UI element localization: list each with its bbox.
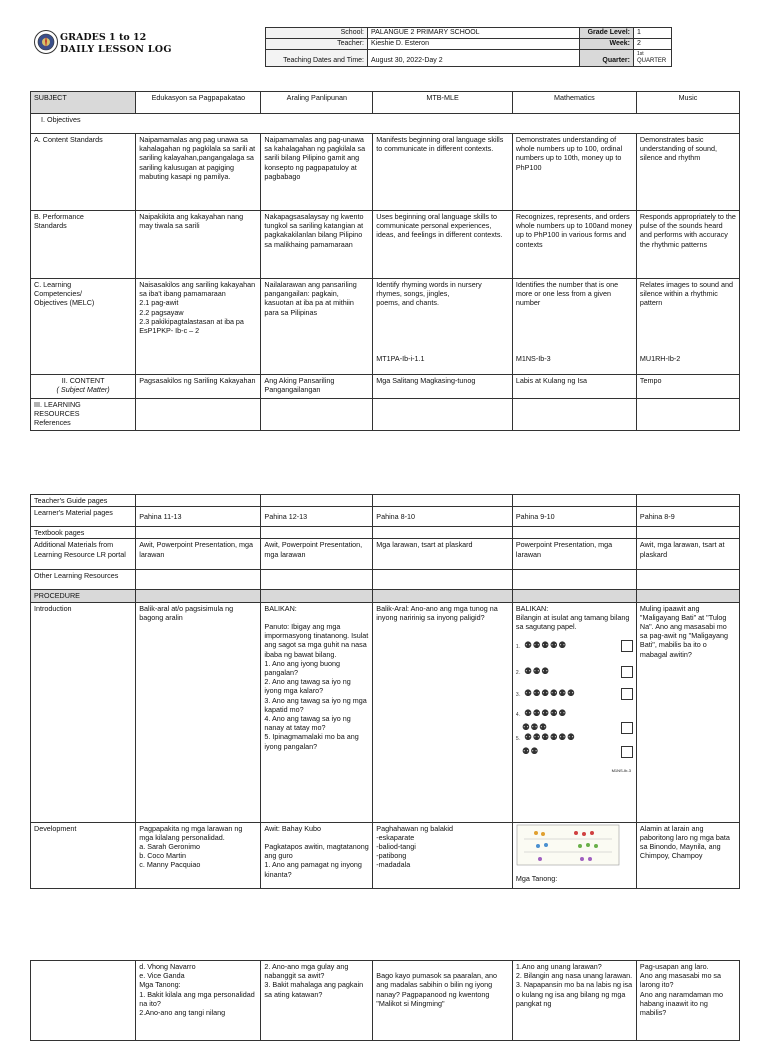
cell-cs-math: Demonstrates understanding of whole numbers up to 100, ordinal numbers up to 10th, money up to PhP100: [512, 134, 636, 211]
count-row-1: 1. ⚉⚉⚉⚉⚉: [516, 639, 633, 651]
cell-cs-esp: Naipamamalas ang pag unawa sa kahalagahan ng pagkilala sa sarili at sariling kalayahan,pangangalaga sa sariling kalusugan at pagiging mabuting kasapi ng pamilya.: [136, 134, 261, 211]
cell-proc-mtb: [373, 590, 513, 602]
school-label: School:: [266, 28, 368, 39]
cell-cont-ap: 2. Ano-ano mga gulay ang nabanggit sa awit? 3. Bakit mahalaga ang pagkain sa ating katawan?: [261, 961, 373, 1041]
teacher-label: Teacher:: [266, 39, 368, 50]
teacher-value: Kieshie D. Esteron: [368, 39, 580, 50]
cell-intro-math: [512, 602, 636, 822]
count-row-num: 5.: [515, 736, 522, 743]
deped-seal-icon: [34, 30, 58, 54]
row-label-content: [31, 375, 136, 399]
grade-level-value: 1: [634, 28, 672, 39]
count-row-num: 1.: [515, 644, 522, 651]
row-label-procedure: PROCEDURE: [31, 590, 136, 602]
col-header-subject: SUBJECT: [31, 92, 136, 114]
cell-tg-math: [512, 495, 636, 507]
quarter-label: Quarter:: [580, 50, 634, 67]
row-label-learners-material: Learner's Material pages: [31, 507, 136, 527]
counting-figure: [516, 639, 633, 773]
row-label-development: Development: [31, 822, 136, 888]
count-row-3: 3. ⚉⚉⚉⚉⚉⚉: [516, 687, 633, 699]
cell-cont-math: 1.Ano ang unang larawan? 2. Bilangin ang nasa unang larawan. 3. Napapansin mo ba na labis ng isa o kulang ng isa ang bilang ng mga pangkat ng: [512, 961, 636, 1041]
col-header-ap: Araling Panlipunan: [261, 92, 373, 114]
cell-content-music: Tempo: [636, 375, 739, 399]
cell-cs-ap: Naipamamalas ang pag-unawa sa kahalagahan ng pagkilala sa sarili bilang Pilipino gamit ang konsepto ng pagpapatuloy at pagbabago: [261, 134, 373, 211]
count-row-num: 4.: [515, 712, 522, 719]
cell-am-ap: Awit, Powerpoint Presentation, mga larawan: [261, 539, 373, 570]
col-header-math: Mathematics: [512, 92, 636, 114]
cell-proc-math: [512, 590, 636, 602]
row-label-content-standards: A. Content Standards: [31, 134, 136, 211]
dates-label: Teaching Dates and Time:: [266, 50, 368, 67]
cell-tb-mtb: [373, 527, 513, 539]
cell-tg-music: [636, 495, 739, 507]
cell-ps-mtb: Uses beginning oral language skills to communicate personal experiences, ideas, and feelings in different contexts.: [373, 211, 513, 279]
cell-cont-music: Pag-usapan ang laro. Ano ang masasabi mo sa larong ito? Ano ang naramdaman mo habang inaawit ito ng mabilis?: [636, 961, 739, 1041]
cell-content-ap: Ang Aking Pansariling Pangangailangan: [261, 375, 373, 399]
school-value: PALANGUE 2 PRIMARY SCHOOL: [368, 28, 580, 39]
col-header-music: Music: [636, 92, 739, 114]
cell-dev-esp: Pagpapakita ng mga larawan ng mga kilalang personalidad. a. Sarah Geronimo b. Coco Martin c. Manny Pacquiao: [136, 822, 261, 888]
cell-am-esp: Awit, Powerpoint Presentation, mga larawan: [136, 539, 261, 570]
references-label: References: [34, 418, 71, 428]
count-row-num: 2.: [515, 670, 522, 677]
dates-value: August 30, 2022-Day 2: [368, 50, 580, 67]
cell-intro-mtb: Balik-Aral: Ano-ano ang mga tunog na inyong naririnig sa inyong paligid?: [373, 602, 513, 822]
week-label: Week:: [580, 39, 634, 50]
content-label: II. CONTENT: [61, 376, 105, 385]
cell-cont-esp: d. Vhong Navarro e. Vice Ganda Mga Tanong: 1. Bakit kilala ang mga personalidad na ito? 2.Ano-ano ang tangi nilang: [136, 961, 261, 1041]
lesson-table-page3: [30, 960, 740, 1041]
cell-dev-math: [512, 822, 636, 888]
header-info-table: [265, 27, 672, 67]
cell-ps-music: Responds appropriately to the pulse of the sounds heard and performs with accuracy the rhythmic patterns: [636, 211, 739, 279]
answer-box: [621, 640, 633, 652]
cell-lm-music: Pahina 8-9: [636, 507, 739, 527]
lesson-table-page2: [30, 494, 740, 889]
cell-lr-esp: [136, 399, 261, 431]
counting-figure-caption: M1NS-Ib-3: [611, 768, 631, 774]
cell-lc-math: [512, 279, 636, 375]
count-row-2: 2. ⚉⚉⚉: [516, 665, 633, 677]
quarter-value: [634, 50, 672, 67]
content-sub-label: ( Subject Matter): [56, 385, 110, 395]
cell-lc-music: [636, 279, 739, 375]
cell-olr-esp: [136, 570, 261, 590]
week-value: 2: [634, 39, 672, 50]
cell-content-mtb: Mga Salitang Magkasing-tunog: [373, 375, 513, 399]
cell-content-esp: Pagsasakilos ng Sariling Kakayahan: [136, 375, 261, 399]
intro-math-text: BALIKAN: Bilangin at isulat ang tamang bilang sa sagutang papel.: [515, 603, 630, 632]
cell-ps-math: Recognizes, represents, and orders whole numbers up to 100and money up to PhP100 in various forms and contexts: [512, 211, 636, 279]
dev-math-questions: Mga Tanong:: [515, 873, 558, 883]
cell-lc-esp: Naisasakilos ang sariling kakayahan sa iba't ibang pamamaraan 2.1 pag-awit 2.2 pagsayaw 2.3 pakikipagtalastasan at iba pa EsP1PKP- Ib-c – 2: [136, 279, 261, 375]
section-objectives: I. Objectives: [31, 114, 740, 134]
answer-box: [621, 746, 633, 758]
lc-mtb-text: Identify rhyming words in nursery rhymes, songs, jingles, poems, and chants.: [376, 280, 482, 308]
count-row-4: 4. ⚉⚉⚉⚉⚉ ⚉⚉⚉: [516, 707, 633, 719]
cell-tb-math: [512, 527, 636, 539]
cell-lr-music: [636, 399, 739, 431]
cell-cs-mtb: Manifests beginning oral language skills to communicate in different contexts.: [373, 134, 513, 211]
cell-cont-mtb: Bago kayo pumasok sa paaralan, ano ang madalas sabihin o bilin ng iyong nanay? Pagpapanood ng kwentong "Malikot si Mingming": [373, 961, 513, 1041]
lc-music-text: Relates images to sound and silence within a rhythmic pattern: [639, 280, 734, 308]
lc-math-text: Identifies the number that is one more or one less from a given number: [515, 280, 619, 308]
form-title-line2: DAILY LESSON LOG: [60, 44, 172, 55]
cell-intro-ap: BALIKAN: Panuto: Ibigay ang mga impormasyong tinatanong. Isulat ang sagot sa mga guhit na nasa ibaba ng bawat bilang. 1. Ano ang iyong buong pangalan? 2. Ano ang tawag sa iyo ng iyong mga kalaro? 3. Ano ang tawag sa iyo ng mga kapatid mo? 4. Ano ang tawag sa iyo ng nanay at tatay mo? 5. Ipinagmamalaki mo ba ang iyong pangalan?: [261, 602, 373, 822]
cell-dev-music: Alamin at larain ang paboritong laro ng mga bata sa Binondo, Maynila, ang Chimpoy, Champoy: [636, 822, 739, 888]
cell-ps-esp: Naipakikita ang kakayahan nang may tiwala sa sarili: [136, 211, 261, 279]
cell-tg-esp: [136, 495, 261, 507]
cell-dev-mtb: Paghahawan ng balakid -eskaparate -baliod-tangi -patibong -madadala: [373, 822, 513, 888]
cell-am-math: Powerpoint Presentation, mga larawan: [512, 539, 636, 570]
answer-box: [621, 688, 633, 700]
grade-level-label: Grade Level:: [580, 28, 634, 39]
cell-ps-ap: Nakapagsasalaysay ng kwento tungkol sa sariling katangian at pagkakakilanlan bilang Pilipino sa malikhaing pamamaraan: [261, 211, 373, 279]
cell-tb-ap: [261, 527, 373, 539]
cell-lr-ap: [261, 399, 373, 431]
cell-tg-mtb: [373, 495, 513, 507]
cell-proc-ap: [261, 590, 373, 602]
cell-content-math: Labis at Kulang ng Isa: [512, 375, 636, 399]
lc-math-code: M1NS-Ib-3: [515, 354, 551, 363]
cell-olr-math: [512, 570, 636, 590]
cell-lm-math: Pahina 9-10: [512, 507, 636, 527]
dev-math-picture: [516, 824, 620, 868]
cell-olr-ap: [261, 570, 373, 590]
cell-am-mtb: Mga larawan, tsart at plaskard: [373, 539, 513, 570]
row-label-textbook: Textbook pages: [31, 527, 136, 539]
cell-lc-ap: Nailalarawan ang pansariling pangangailan: pagkain, kasuotan at iba pa at mithiin para sa Pilipinas: [261, 279, 373, 375]
lesson-table-page1: [30, 91, 740, 431]
cell-tb-esp: [136, 527, 261, 539]
row-label-learning-resources: [31, 399, 136, 431]
answer-box: [621, 722, 633, 734]
cell-lr-mtb: [373, 399, 513, 431]
cell-lm-ap: Pahina 12-13: [261, 507, 373, 527]
col-header-mtb: MTB-MLE: [373, 92, 513, 114]
cell-cs-music: Demonstrates basic understanding of sound, silence and rhythm: [636, 134, 739, 211]
col-header-esp: Edukasyon sa Pagpapakatao: [136, 92, 261, 114]
lc-music-code: MU1RH-Ib-2: [639, 354, 681, 363]
cell-am-music: Awit, mga larawan, tsart at plaskard: [636, 539, 739, 570]
form-title-line1: GRADES 1 to 12: [60, 32, 147, 43]
quarter-sup: 1st: [637, 51, 644, 57]
cell-lr-math: [512, 399, 636, 431]
cell-dev-ap: Awit: Bahay Kubo Pagkatapos awitin, magtatanong ang guro 1. Ano ang pamagat ng inyong kinanta?: [261, 822, 373, 888]
cell-proc-music: [636, 590, 739, 602]
row-label-additional-materials: Additional Materials from Learning Resource LR portal: [31, 539, 136, 570]
cell-cont-label: [31, 961, 136, 1041]
quarter-text: QUARTER: [637, 58, 667, 64]
row-label-learning-competencies: C. Learning Competencies/ Objectives (MELC): [31, 279, 136, 375]
count-row-5: 5. ⚉⚉⚉⚉⚉⚉ ⚉⚉: [516, 731, 633, 743]
row-label-performance-standards: B. Performance Standards: [31, 211, 136, 279]
row-label-other-resources: Other Learning Resources: [31, 570, 136, 590]
cell-tg-ap: [261, 495, 373, 507]
cell-proc-esp: [136, 590, 261, 602]
row-label-teachers-guide: Teacher's Guide pages: [31, 495, 136, 507]
cell-olr-music: [636, 570, 739, 590]
lr-label: III. LEARNING RESOURCES: [34, 400, 81, 419]
cell-lm-mtb: Pahina 8-10: [373, 507, 513, 527]
answer-box: [621, 666, 633, 678]
lc-mtb-code: MT1PA-Ib-i-1.1: [376, 354, 425, 363]
cell-lc-mtb: [373, 279, 513, 375]
cell-intro-music: Muling ipaawit ang "Maligayang Bati" at "Tulog Na". Ano ang masasabi mo sa pag-awit ng "Maligayang Bati", mabilis ba ito o mabagal awitin?: [636, 602, 739, 822]
cell-tb-music: [636, 527, 739, 539]
count-row-num: 3.: [515, 692, 522, 699]
cell-olr-mtb: [373, 570, 513, 590]
row-label-introduction: Introduction: [31, 602, 136, 822]
cell-lm-esp: Pahina 11-13: [136, 507, 261, 527]
cell-intro-esp: Balik-aral at/o pagsisimula ng bagong aralin: [136, 602, 261, 822]
